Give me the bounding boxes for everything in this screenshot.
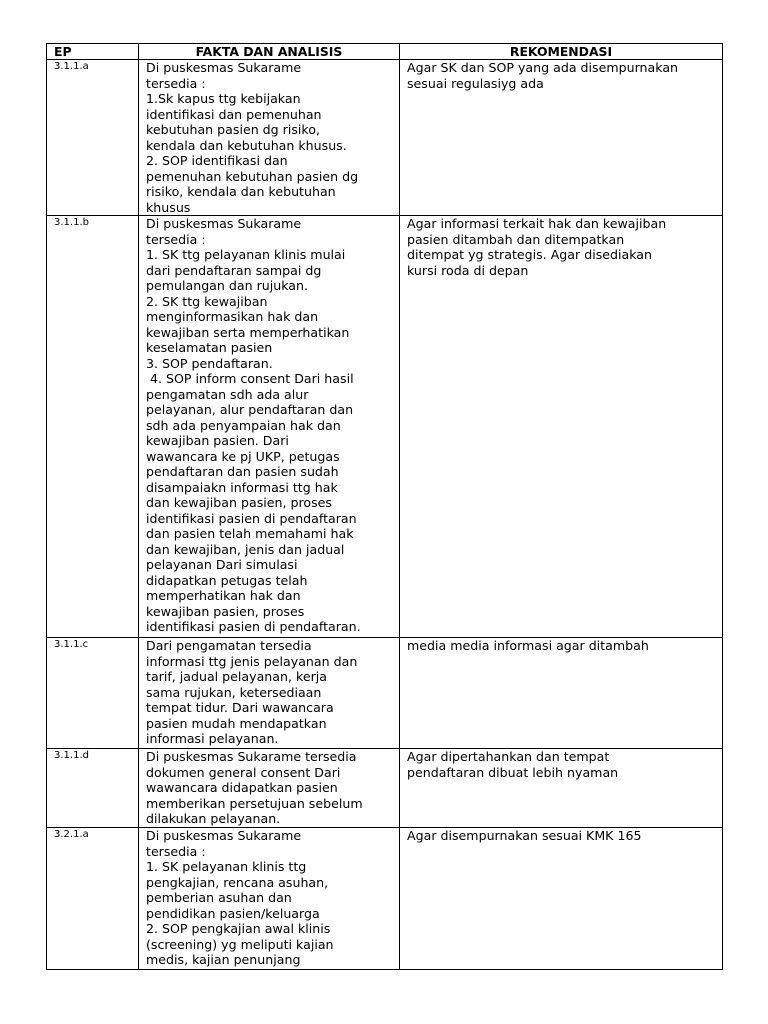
fakta-line: kewajiban serta memperhatikan [146,324,350,340]
fakta-line: kewajiban pasien. Dari [146,433,289,448]
ep-cell: 3.1.1.a [47,60,139,216]
fakta-line: pendaftaran dan pasien sudah [146,464,339,479]
rekomendasi-line: pendaftaran dibuat lebih nyaman [407,764,619,780]
rekomendasi-line: sesuai regulasiyg ada [407,75,544,91]
fakta-line: pemberian asuhan dan [146,890,292,905]
fakta-line: pasien mudah mendapatkan [146,715,327,731]
fakta-cell [139,828,400,970]
fakta-line: dari pendaftaran sampai dg [146,262,322,278]
fakta-line: keselamatan pasien [146,340,273,355]
table-row [47,60,723,216]
fakta-line: dilakukan pelayanan. [146,811,281,826]
rekomendasi-line: ditempat yg strategis. Agar disediakan [407,247,652,262]
fakta-line: Di puskesmas Sukarame [146,216,302,231]
fakta-line: 2. SOP pengkajian awal klinis [146,921,331,936]
fakta-line: tempat tidur. Dari wawancara [146,700,334,715]
fakta-line: didapatkan petugas telah [146,572,308,588]
rekomendasi-line: kursi roda di depan [407,262,529,278]
fakta-line: kebutuhan pasien dg risiko, [146,122,320,137]
fakta-line: memperhatikan hak dan [146,588,301,603]
fakta-line: wawancara ke pj UKP, petugas [146,448,340,464]
fakta-line: medis, kajian penunjang [146,952,301,967]
header-rekomendasi: REKOMENDASI [400,44,723,60]
fakta-cell [139,216,400,638]
ep-cell: 3.1.1.c [47,638,139,749]
fakta-line: sama rujukan, ketersediaan [146,684,322,700]
fakta-line: pelayanan Dari simulasi [146,557,298,572]
fakta-line: 2. SK ttg kewajiban [146,293,268,309]
fakta-line: (screening) yg meliputi kajian [146,936,334,952]
rekomendasi-cell [400,216,723,638]
fakta-line: Di puskesmas Sukarame [146,828,302,843]
ep-cell: 3.1.1.d [47,749,139,828]
fakta-line: menginformasikan hak dan [146,309,319,324]
fakta-line: pemenuhan kebutuhan pasien dg [146,168,359,184]
fakta-line: tarif, jadual pelayanan, kerja [146,669,327,684]
fakta-line: 1. SK pelayanan klinis ttg [146,859,307,874]
fakta-line: 2. SOP identifikasi dan [146,153,288,168]
fakta-line: tersedia : [146,843,206,859]
fakta-line: dan pasien telah memahami hak [146,526,354,541]
fakta-line: informasi ttg jenis pelayanan dan [146,653,358,669]
rekomendasi-line: media media informasi agar ditambah [407,638,649,653]
rekomendasi-cell [400,749,723,828]
table-row [47,749,723,828]
fakta-cell [139,638,400,749]
fakta-line: informasi pelayanan. [146,731,279,746]
rekomendasi-cell [400,828,723,970]
table-row [47,828,723,970]
fakta-line: disampaiakn informasi ttg hak [146,479,338,495]
fakta-line: Di puskesmas Sukarame tersedia [146,749,357,764]
header-ep: EP [47,44,139,60]
header-fakta: FAKTA DAN ANALISIS [139,44,400,60]
fakta-line: memberikan persetujuan sebelum [146,795,363,811]
fakta-line: identifikasi pasien di pendaftaran [146,510,357,526]
fakta-line: 3. SOP pendaftaran. [146,355,273,371]
fakta-line: wawancara didapatkan pasien [146,780,338,795]
fakta-line: pendidikan pasien/keluarga [146,905,320,921]
fakta-line: tersedia : [146,75,206,91]
fakta-line: khusus [146,199,191,215]
fakta-line: Dari pengamatan tersedia [146,638,312,653]
rekomendasi-line: pasien ditambah dan ditempatkan [407,231,625,247]
fakta-line: 1. SK ttg pelayanan klinis mulai [146,247,346,262]
fakta-line: pengkajian, rencana asuhan, [146,874,329,890]
rekomendasi-line: Agar informasi terkait hak dan kewajiban [407,216,667,231]
fakta-line: dan kewajiban pasien, proses [146,495,332,510]
fakta-line: risiko, kendala dan kebutuhan [146,184,336,199]
fakta-line: kendala dan kebutuhan khusus. [146,137,347,153]
ep-cell: 3.2.1.a [47,828,139,970]
rekomendasi-cell [400,60,723,216]
fakta-line: pelayanan, alur pendaftaran dan [146,402,354,417]
rekomendasi-line: Agar disempurnakan sesuai KMK 165 [407,828,642,843]
fakta-line: dan kewajiban, jenis dan jadual [146,541,345,557]
table-row [47,216,723,638]
fakta-line: sdh ada penyampaian hak dan [146,417,341,433]
rekomendasi-line: Agar dipertahankan dan tempat [407,749,610,764]
fakta-line: tersedia : [146,231,206,247]
fakta-line: dokumen general consent Dari [146,764,341,780]
fakta-cell [139,749,400,828]
fakta-line: kewajiban pasien, proses [146,603,305,619]
fakta-line: identifikasi pasien di pendaftaran. [146,619,361,634]
fakta-line: 1.Sk kapus ttg kebijakan [146,91,301,106]
fakta-line: Di puskesmas Sukarame [146,60,302,75]
rekomendasi-cell [400,638,723,749]
fakta-line: 4. SOP inform consent Dari hasil [146,371,354,386]
table-row [47,638,723,749]
fakta-line: pengamatan sdh ada alur [146,386,309,402]
fakta-line: identifikasi dan pemenuhan [146,106,322,122]
ep-cell: 3.1.1.b [47,216,139,638]
assessment-table [46,43,723,970]
fakta-cell [139,60,400,216]
rekomendasi-line: Agar SK dan SOP yang ada disempurnakan [407,60,679,75]
table-header-row [47,44,723,60]
fakta-line: pemulangan dan rujukan. [146,278,308,293]
